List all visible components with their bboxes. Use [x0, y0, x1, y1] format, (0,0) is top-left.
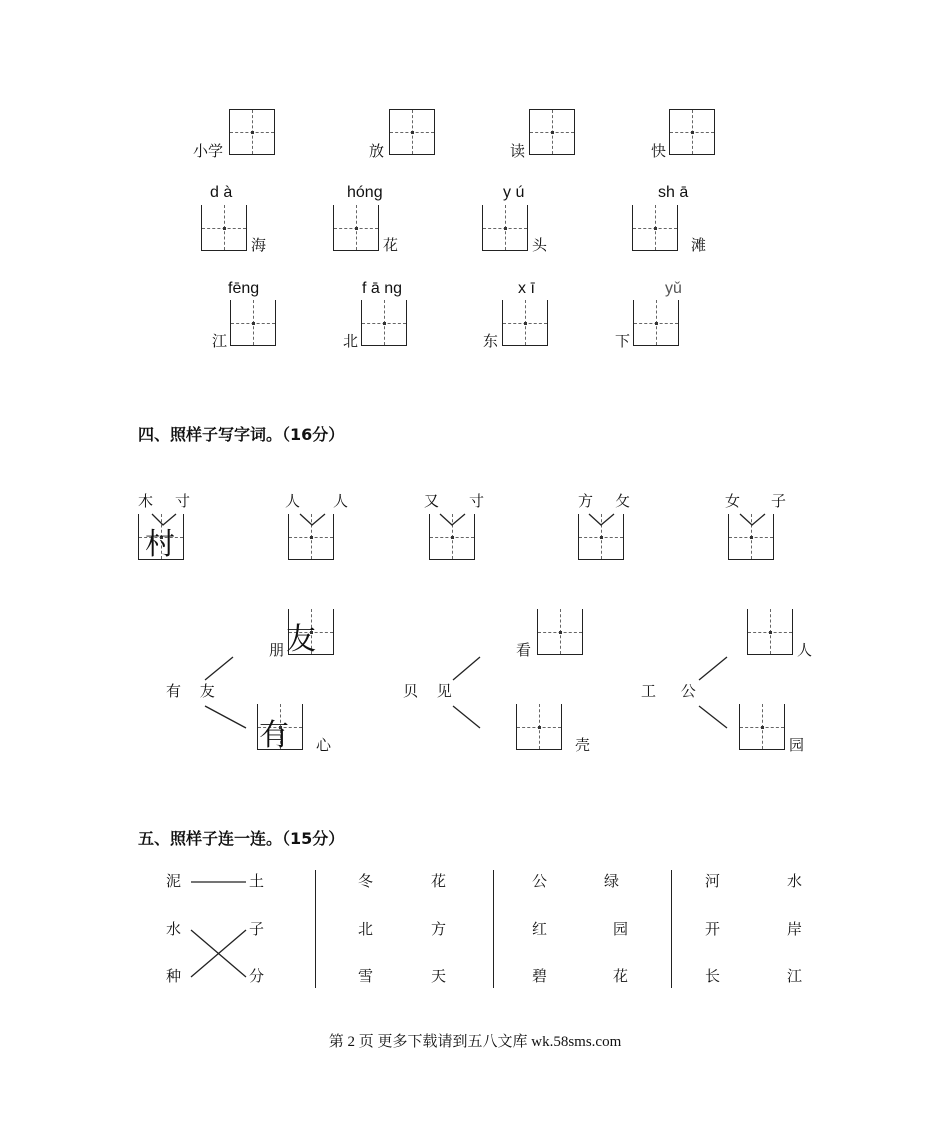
combo-left: 方: [578, 492, 594, 510]
combo-right: 寸: [175, 492, 191, 510]
match-right: 天: [431, 967, 447, 985]
row2-label-1: 海: [251, 236, 267, 254]
group-top-label: 朋: [269, 641, 285, 659]
match-right: 土: [249, 872, 265, 890]
group-top-label: 看: [516, 641, 532, 659]
combo-connector: [440, 514, 465, 525]
group-top-label: 人: [797, 641, 813, 659]
group-bottom-label: 壳: [575, 736, 591, 754]
combo-connector: [300, 514, 325, 525]
combo-connector: [589, 514, 614, 525]
pinyin: f ā ng: [362, 280, 403, 297]
combo-right: 人: [333, 492, 349, 510]
pinyin: x ī: [518, 280, 535, 297]
match-right: 分: [249, 967, 265, 985]
match-right: 绿: [604, 872, 620, 890]
match-left: 水: [166, 920, 182, 938]
group-bottom-label: 园: [789, 736, 805, 754]
pinyin: sh ā: [658, 184, 689, 201]
branch-line: [453, 657, 480, 680]
example-answer: 友: [286, 622, 316, 657]
section-heading: 五、照样子连一连。（15分）: [138, 829, 345, 848]
match-left: 北: [358, 920, 374, 938]
match-left: 种: [166, 967, 182, 985]
combo-left: 女: [725, 492, 741, 510]
group-bottom-label: 心: [316, 736, 332, 754]
match-right: 花: [431, 872, 447, 890]
page-footer: 第 2 页 更多下载请到五八文库 wk.58sms.com: [328, 1034, 622, 1050]
match-left: 长: [705, 967, 721, 985]
row3-label-3: 东: [483, 332, 499, 350]
combo-right: 子: [771, 492, 787, 510]
combo-left: 人: [285, 492, 301, 510]
match-left: 河: [705, 872, 721, 890]
section-heading: 四、照样子写字词。（16分）: [138, 425, 345, 444]
match-left: 雪: [358, 967, 374, 985]
match-right: 江: [787, 967, 803, 985]
combo-left: 木: [138, 492, 154, 510]
group-pair: 工 公: [641, 682, 696, 700]
branch-line: [205, 706, 246, 728]
match-left: 红: [532, 920, 548, 938]
row1-label-1: 小学: [193, 142, 224, 160]
combo-connector: [152, 514, 176, 525]
row1-label-2: 放: [369, 142, 385, 160]
match-right: 花: [613, 967, 629, 985]
combo-right: 寸: [469, 492, 485, 510]
match-right: 方: [431, 920, 447, 938]
group-pair: 有 友: [166, 682, 215, 700]
combo-right: 攵: [615, 492, 631, 510]
match-left: 泥: [166, 872, 182, 890]
group-pair: 贝 见: [403, 682, 452, 700]
branch-line: [699, 706, 727, 728]
pinyin: fēng: [228, 280, 260, 297]
branch-line: [453, 706, 480, 728]
match-right: 水: [787, 872, 803, 890]
match-left: 碧: [532, 967, 548, 985]
pinyin: y ú: [503, 184, 525, 201]
row3-label-2: 北: [343, 332, 359, 350]
match-left: 冬: [358, 872, 374, 890]
row1-label-4: 快: [651, 142, 667, 160]
example-answer: 村: [145, 527, 175, 562]
match-right: 园: [613, 920, 629, 938]
match-right: 子: [249, 920, 265, 938]
row1-label-3: 读: [510, 142, 526, 160]
pinyin: yǔ: [665, 280, 682, 297]
pinyin: hóng: [347, 184, 383, 201]
branch-line: [205, 657, 233, 680]
match-left: 公: [532, 872, 548, 890]
row3-label-4: 下: [615, 332, 631, 350]
row2-label-2: 花: [383, 236, 399, 254]
row2-label-3: 头: [532, 236, 548, 254]
pinyin: d à: [210, 184, 233, 201]
row3-label-1: 江: [212, 332, 228, 350]
match-right: 岸: [787, 920, 803, 938]
example-answer: 有: [259, 718, 289, 753]
match-left: 开: [705, 920, 721, 938]
row2-label-4: 滩: [691, 236, 707, 254]
combo-left: 又: [424, 492, 440, 510]
combo-connector: [740, 514, 765, 525]
branch-line: [699, 657, 727, 680]
